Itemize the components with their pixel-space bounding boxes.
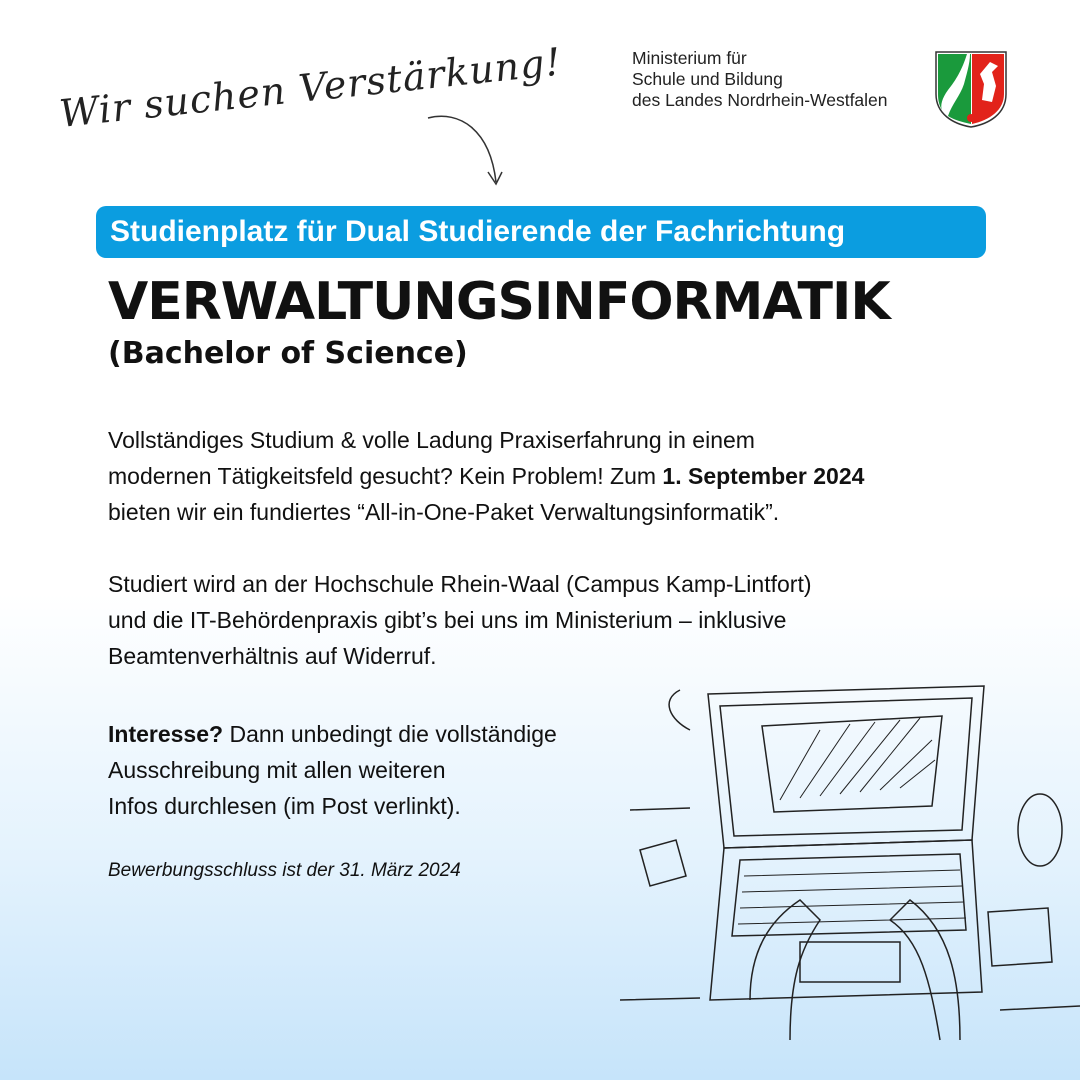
paragraph-intro [108, 422, 1008, 530]
text-line: Dann unbedingt die vollständige [223, 721, 557, 747]
ministry-line: des Landes Nordrhein-Westfalen [632, 90, 888, 110]
ministry-line: Schule und Bildung [632, 69, 783, 89]
text-line: und die IT-Behördenpraxis gibt’s bei uns im Ministerium – inklusive [108, 607, 787, 633]
text-line: Infos durchlesen (im Post verlinkt). [108, 793, 461, 819]
text-line: modernen Tätigkeitsfeld gesucht? Kein Problem! Zum [108, 463, 663, 489]
ministry-line: Ministerium für [632, 48, 747, 68]
interest-label: Interesse? [108, 721, 224, 747]
paragraph-details [108, 566, 1008, 674]
text-line: bieten wir ein fundiertes “All-in-One-Paket Verwaltungsinformatik”. [108, 499, 780, 525]
page-subtitle: (Bachelor of Science) [108, 336, 468, 371]
text-line: Beamtenverhältnis auf Widerruf. [108, 643, 437, 669]
arrow-icon [420, 110, 510, 190]
tagline-handwritten: Wir suchen Verstärkung! [57, 39, 564, 136]
ministry-name [632, 48, 888, 111]
laptop-illustration [620, 680, 1080, 1080]
page-title: VERWALTUNGSINFORMATIK [108, 272, 890, 332]
text-line: Studiert wird an der Hochschule Rhein-Waal (Campus Kamp-Lintfort) [108, 571, 812, 597]
nrw-crest-logo [934, 50, 1008, 128]
banner-heading: Studienplatz für Dual Studierende der Fachrichtung [96, 206, 986, 258]
start-date: 1. September 2024 [662, 463, 865, 489]
text-line: Vollständiges Studium & volle Ladung Praxiserfahrung in einem [108, 427, 755, 453]
text-line: Ausschreibung mit allen weiteren [108, 757, 446, 783]
application-deadline: Bewerbungsschluss ist der 31. März 2024 [108, 860, 461, 881]
